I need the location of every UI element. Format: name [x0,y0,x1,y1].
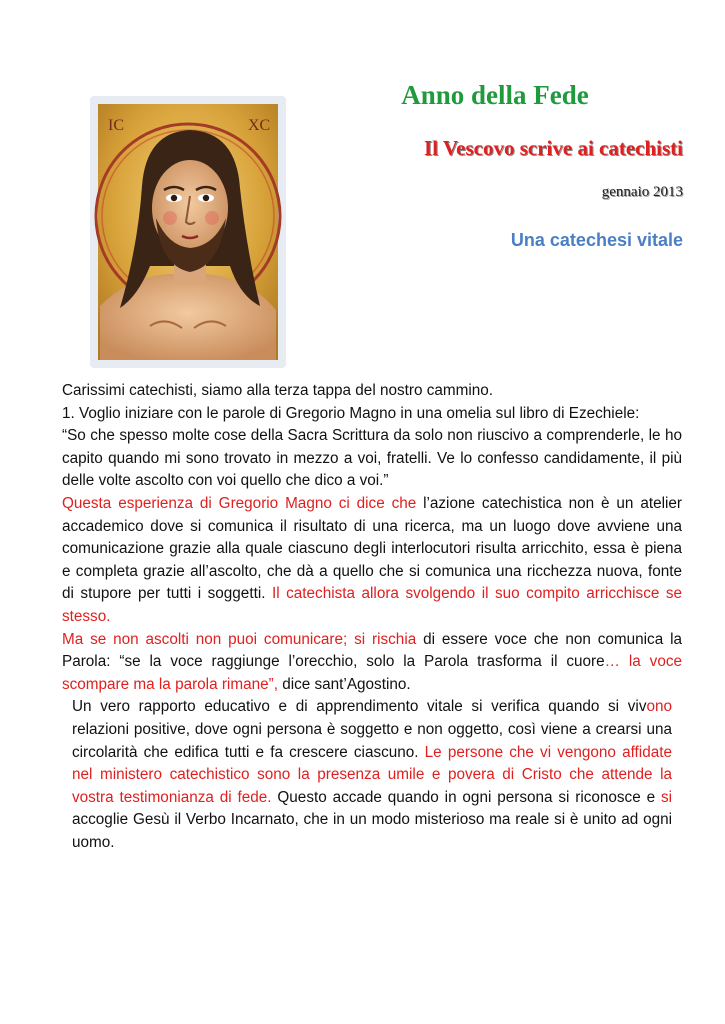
paragraph-text: Questo accade quando in ogni persona si riconosce e [271,788,661,806]
greeting-paragraph: Carissimi catechisti, siamo alla terza tappa del nostro cammino. [62,382,494,399]
issue-date: gennaio 2013 [601,184,683,200]
relationship-paragraph [62,696,672,854]
christ-icon-image [90,96,286,368]
paragraph-text: dice sant’Agostino. [277,675,411,693]
paragraph-text: accoglie Gesù il Verbo Incarnato, che in un modo misterioso ma reale si è unito ad ogni uomo. [72,811,672,851]
paragraph-text: Un vero rapporto educativo e di apprendimento vitale si verifica quando si viv [72,698,647,716]
paragraph-text: l’azione catechistica non è un atelier accademico dove si comunica il risultato di una ricerca, ma un luogo dove avviene una comunicazione grazie alla quale ciascuno degli interlocutori risulta arricchito, essa è piena e completa grazie all’ascolto, che dà a quello che si comunica una ricchezza nuova, fonte di stupore per tutti i soggetti. [62,494,682,603]
section-heading: Una catechesi vitale [510,230,683,250]
listening-paragraph [62,629,682,697]
highlight-text: ono [646,698,672,716]
highlight-text: Ma se non ascolti non puoi comunicare; si rischia [62,630,417,648]
highlight-text: Questa esperienza di Gregorio Magno ci dice che [62,494,417,512]
highlight-text: si [660,788,672,806]
letter-body [62,380,682,854]
highlight-text: Le persone che vi vengono affidate nel ministero catechistico sono la presenza umile e povera di Cristo che attende la vostra testimonianza di fede. [72,743,672,806]
paragraph-text: relazioni positive, dove ogni persona è soggetto e non oggetto, così viene a crearsi una circolarità che edifica tutti e fa crescere ciascuno. [72,720,672,761]
highlight-text: … la voce scompare ma la parola rimane”, [62,653,682,693]
page-subtitle: Il Vescovo scrive ai catechisti [424,136,683,160]
page-title: Anno della Fede [401,80,589,110]
monogram-right: XC [248,117,271,134]
monogram-left: IC [108,117,124,134]
paragraph-text: di essere voce che non comunica la Parola: “se la voce raggiunge l’orecchio, solo la Parola trasforma il cuore [62,630,682,671]
highlight-text: Il catechista allora svolgendo il suo compito arricchisce se stesso. [62,585,683,625]
reflection-paragraph [62,493,682,629]
intro-paragraph: 1. Voglio iniziare con le parole di Gregorio Magno in una omelia sul libro di Ezechiele: [62,404,640,422]
quote-paragraph: “So che spesso molte cose della Sacra Scrittura da solo non riuscivo a comprenderle, le ho capito quando mi sono trovato in mezzo a voi, fratelli. Ve lo confesso candidamente, il più delle volte ascolto con voi quello che dico a voi.” [62,427,682,490]
